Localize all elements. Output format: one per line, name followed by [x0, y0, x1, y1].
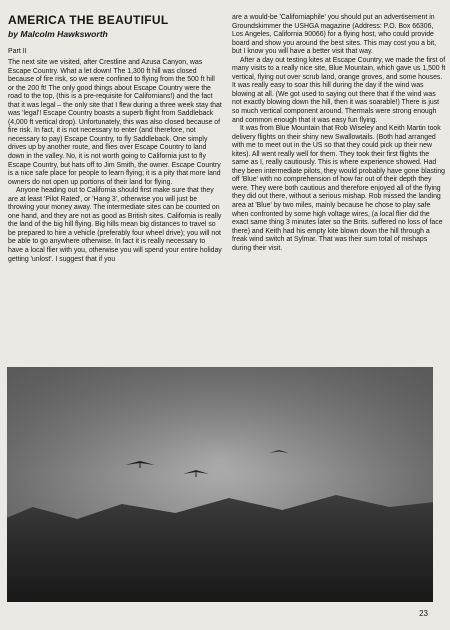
paragraph: Anyone heading out to California should first make sure that they are at least 'Pilot Rated', or 'Hang 3', otherwise you will just be throwing your money away. The intermediate sites can be counted on one hand, and they are not as good as British sites. California is really the land of the big hill flying. Big hills mean big distances to travel so be prepared to hire a vehicle (preferably four wheel drive); you will not be able to go anywhere otherwise. In fact it is really necessary to have a local flier with you, otherwise you will spend your entire holiday getting 'unlost'. I suggest that if you	[8, 187, 222, 263]
hang-glider-icon	[269, 449, 289, 456]
hillside	[7, 462, 433, 602]
sky-haze	[7, 367, 433, 477]
article-byline: by Malcolm Hawksworth	[8, 29, 108, 39]
paragraph: The next site we visited, after Crestline and Azusa Canyon, was Escape Country. What a let down! The 1,300 ft hill was closed because of fire risk, so we were confined to flying from the 500 ft hill or the 200 ft! The only good things about Escape Country were the road to the top, (this is a pre-requisite for Californians!) and the fact that it was legal – the only site that I flew during a three week stay that was 'legal'! Escape Country boasts a superb flight from Saddleback (4,000 ft vertical drop). Unfortunately, this was also closed because of fire risk. In fact, it is not necessary to enter (and therefore, not necessary to pay) Escape Country, to fly Saddleback. One simply drives up by another route, and flies over Escape Country to land down in the valley. No, it is not worth going to California just to fly Escape Country, but hats off to Jim Smith, the owner. Escape Country is a nice safe place for people to learn flying; it is a pity that more land owners do not open up portions of their land for flying.	[8, 59, 222, 186]
hang-gliding-photo	[7, 367, 433, 602]
hang-glider-icon	[125, 459, 155, 469]
article-title: AMERICA THE BEAUTIFUL	[8, 13, 169, 27]
paragraph: After a day out testing kites at Escape Country, we made the first of many visits to a really nice site, Blue Mountain, which gave us 1,500 ft vertical, flying out over scrub land, orange groves, and some houses. It was really easy to soar this hill during the day if the wind was blowing at all. (We got used to saying out there that if the wind was not exactly blowing down the hill, then it was soarable!) There is just so much vertical component around. Thermals were strong enough and common enough that it was easy fun flying.	[232, 56, 446, 124]
article-part-label: Part II	[8, 48, 27, 55]
right-column	[232, 14, 446, 253]
paragraph: It was from Blue Mountain that Rob Wiseley and Keith Martin took delivery flights on their shiny new Swallowtails. (Both had arranged with me to meet out in the US so that they could pick up their new kites). All went really well for them. They took their first flights the same as I, really cautiously. This is where experience showed. Had they been intermediate pilots, they would probably have gone blasting off 'Blue' with no comprehension of how far out of their depth they were. They were both cautious and therefore enjoyed all of the flying they did out there, without a serious mishap. Rob missed the landing area at 'Blue' by two miles, mainly because he chose to play safe when confronted by some high voltage wires, (a local flier did the exact same thing 3 minutes later so the Brits. suffered no loss of face there) and Keith had his empty kite blown down the hill through a freak wind switch at Sylmar. That was their sum total of mishaps during their visit.	[232, 125, 445, 252]
left-column	[8, 14, 222, 264]
paragraph: are a would-be 'Californiaphile' you should put an advertisement in Groundskimmer the USHGA magazine (Address: P.O. Box 66306, Los Angeles, California 90066) for a flying host, who could provide board and show you around the best sites. This may cost you a bit, but I know you will have a better visit that way.	[232, 14, 437, 56]
hang-glider-icon	[183, 469, 209, 478]
page-number: 23	[419, 609, 428, 618]
